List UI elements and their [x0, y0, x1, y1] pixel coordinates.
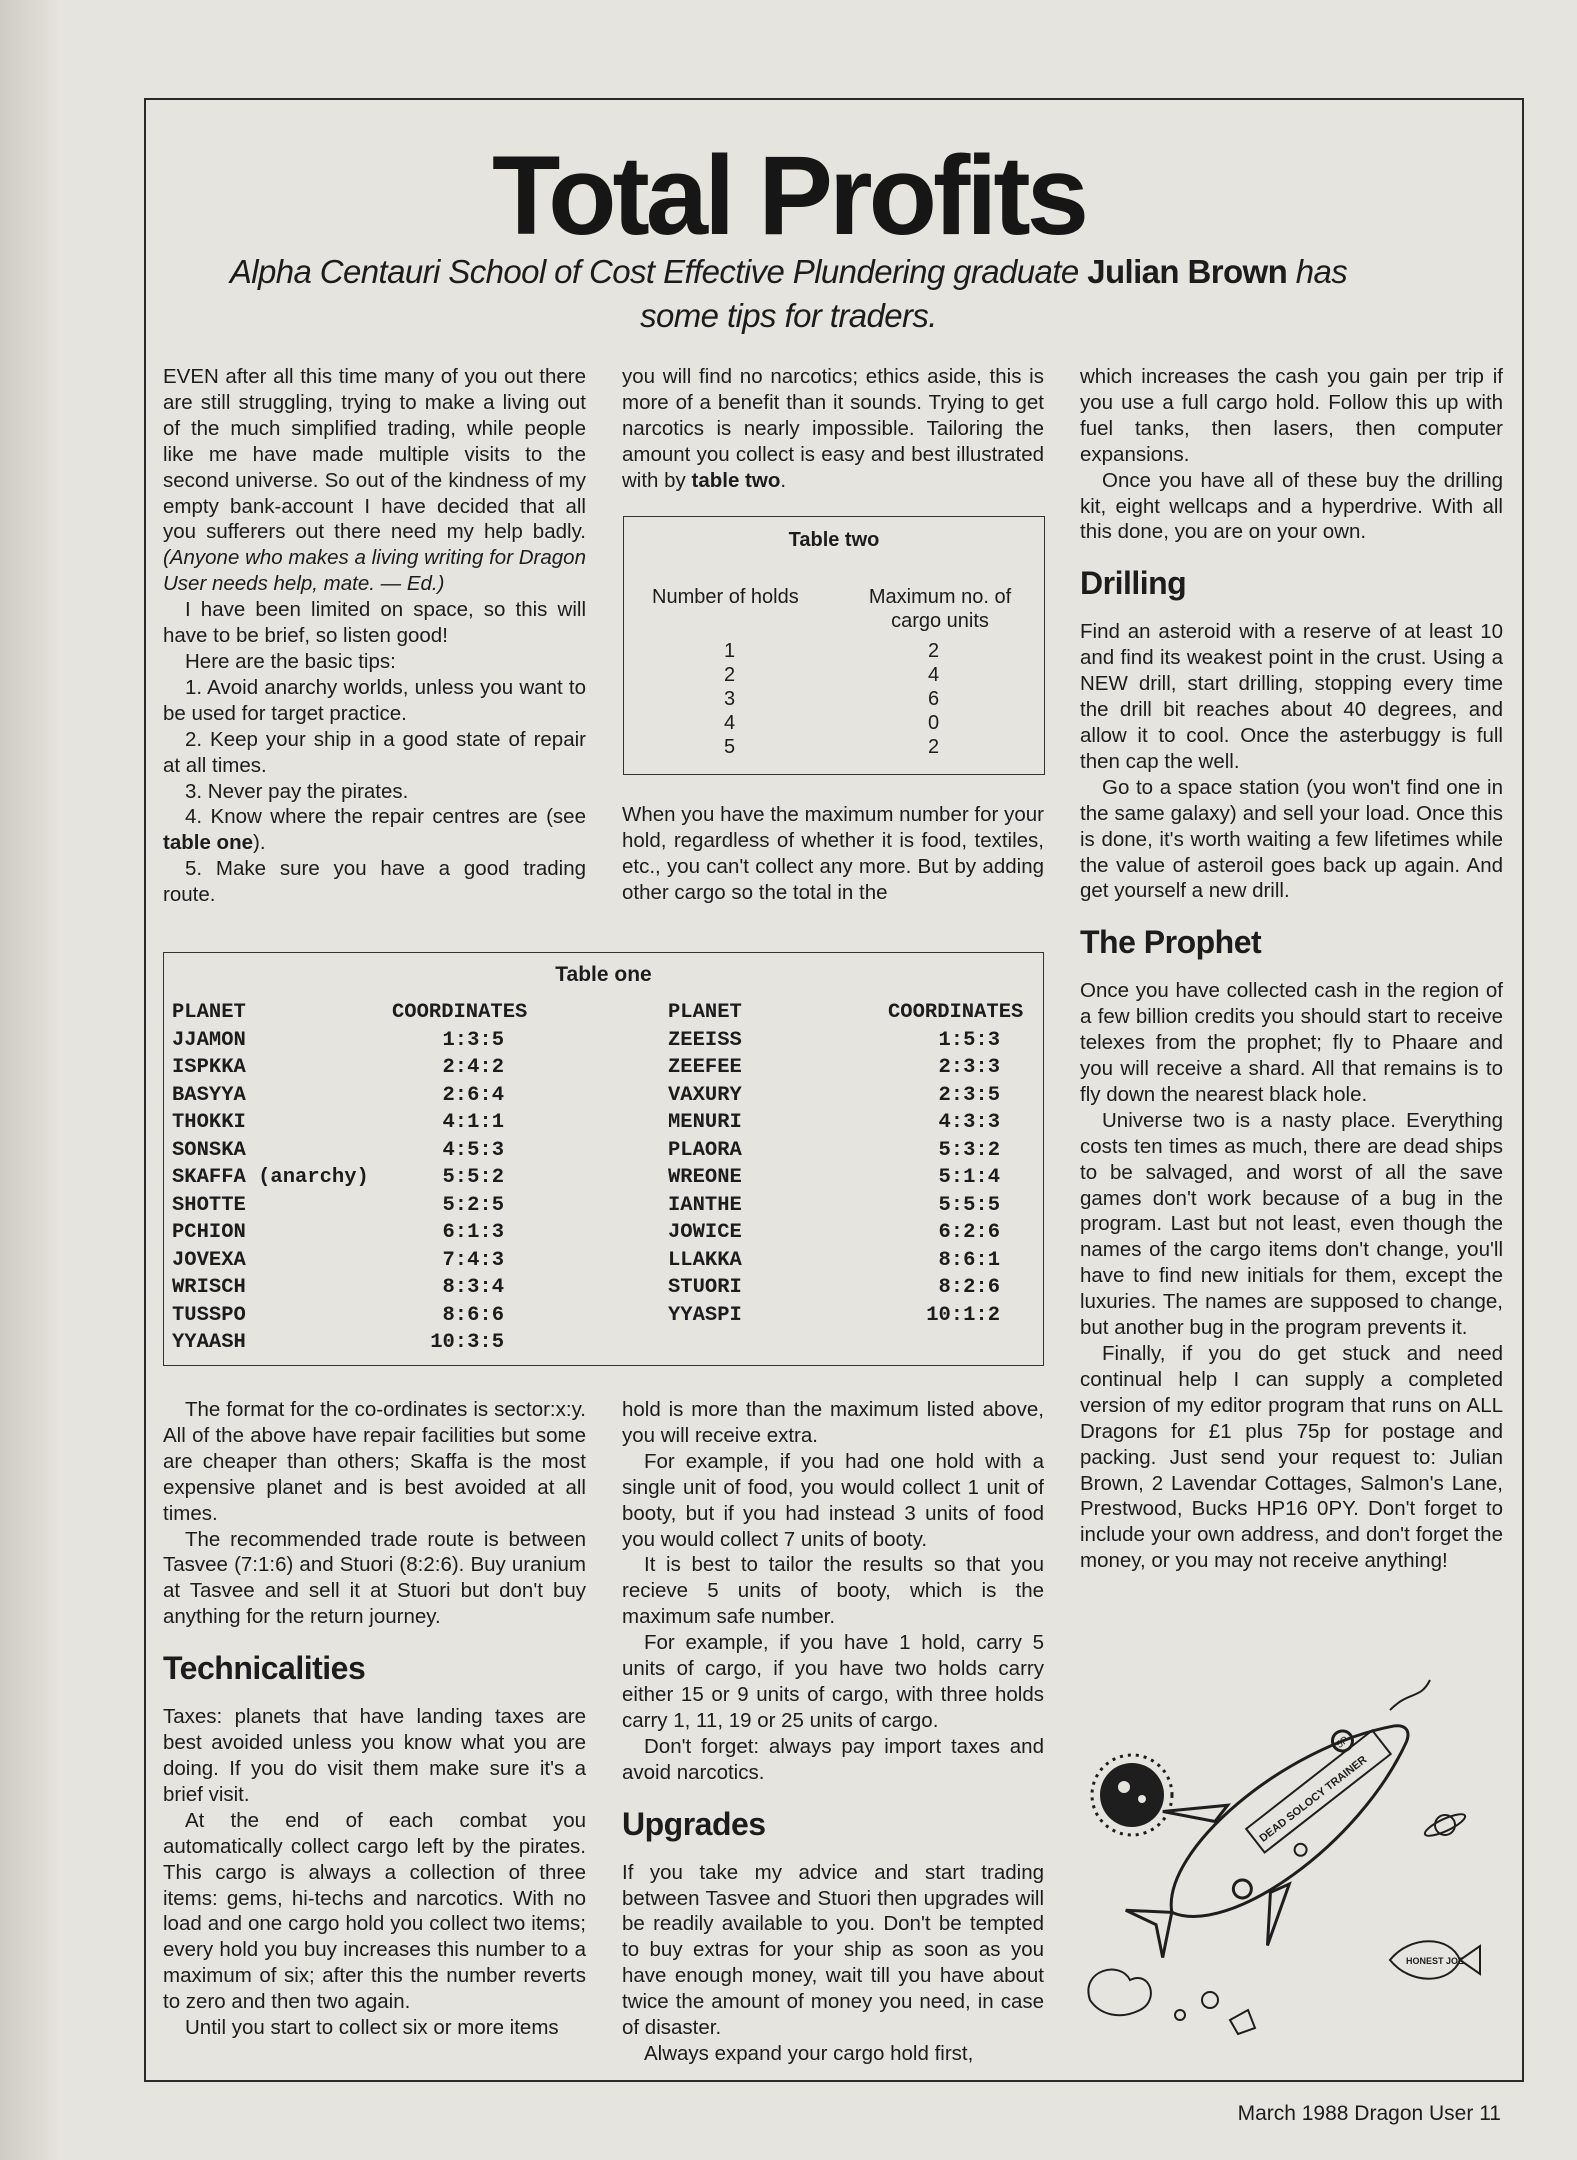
section-heading-drilling: Drilling — [1080, 565, 1187, 602]
table-row — [668, 1109, 1028, 1137]
tip-text: ). — [253, 831, 266, 855]
fish-label: HONEST JOE — [1406, 1956, 1465, 1966]
paragraph: which increases the cash you gain per trip if you use a full cargo hold. Follow this up with fuel tanks, then lasers, then computer expansions. — [1080, 365, 1503, 466]
planet-name: ZEEFEE — [668, 1056, 742, 1079]
table-row — [668, 1274, 1028, 1302]
table-one-left-body — [172, 1027, 532, 1357]
table-two-holds-column — [724, 639, 744, 759]
tip-text: 4. Know where the repair centres are (see — [185, 805, 586, 829]
planet-name: MENURI — [668, 1111, 742, 1134]
porthole-label: 5P — [1334, 1734, 1351, 1751]
planet-name: PLAORA — [668, 1138, 742, 1162]
planet-coordinates: 2:3:5 — [938, 1083, 1000, 1107]
rocket-label: DEAD SOLOCY TRAINER — [1257, 1753, 1370, 1845]
table-two-cell: 4 — [928, 664, 940, 686]
paragraph: When you have the maximum number for your hold, regardless of whether it is food, textiles, etc., you can't collect any more. But by adding other cargo so the total in the — [622, 803, 1044, 904]
planet-icon — [1423, 1810, 1468, 1839]
paragraph: I have been limited on space, so this will have to be brief, so listen good! — [163, 598, 586, 648]
paragraph: It is best to tailor the results so that you recieve 5 units of booty, which is the maximum safe number. — [622, 1553, 1044, 1629]
table-row — [172, 1082, 532, 1110]
paragraph: If you take my advice and start trading between Tasvee and Stuori then upgrades will be readily available to you. Don't be tempted to buy extras for your ship as soon as you have enough money, wait till you have about twice the amount of money you need, in case of disaster. — [622, 1860, 1044, 2040]
table-two-cell: 2 — [928, 640, 940, 662]
paragraph — [622, 364, 1044, 494]
subtitle-text-end: has some tips for traders. — [640, 253, 1348, 334]
table-two-cell: 1 — [724, 640, 736, 662]
table-row — [172, 1192, 532, 1220]
paragraph: Until you start to collect six or more items — [185, 2016, 559, 2040]
table-row — [172, 1137, 532, 1165]
planet-coordinates: 4:1:1 — [442, 1111, 504, 1134]
paragraph: At the end of each combat you automatically collect cargo left by the pirates. This cargo is always a collection of three items: gems, hi-techs and narcotics. With no load and one cargo hold you collect two items; every hold you buy increases this number to a maximum of six; after this the number reverts to zero and then two again. — [163, 1808, 586, 2014]
table-row — [172, 1164, 532, 1192]
paragraph: hold is more than the maximum listed above, you will receive extra. — [622, 1398, 1044, 1447]
table-two-max-column — [928, 639, 948, 759]
planet-name: SONSKA — [172, 1138, 246, 1162]
planet-coordinates: 2:3:3 — [938, 1056, 1000, 1079]
paragraph: Don't forget: always pay import taxes and avoid narcotics. — [622, 1734, 1044, 1784]
paragraph: Once you have collected cash in the region of a few billion credits you should start to receive telexes from the prophet; fly to Phaare and you will receive a shard. All that remains is to fly down the nearest black hole. — [1080, 979, 1503, 1106]
planet-coordinates: 5:1:4 — [938, 1166, 1000, 1189]
table-one-title: Table one — [555, 963, 652, 986]
planet-name: WRISCH — [172, 1276, 246, 1299]
table-one-right — [668, 999, 1028, 1329]
planet-name: SKAFFA (anarchy) — [172, 1166, 369, 1189]
column-3 — [1080, 364, 1503, 1574]
table-two-cell: 2 — [928, 736, 940, 758]
table-row — [172, 1219, 532, 1247]
planet-name: BASYYA — [172, 1083, 246, 1107]
table-two-cell: 0 — [928, 712, 940, 734]
planet-name: STUORI — [668, 1276, 742, 1299]
table-header-row — [172, 999, 532, 1027]
planet-coordinates: 10:3:5 — [430, 1331, 504, 1354]
planet-name: YYAASH — [172, 1331, 246, 1354]
header-planet: PLANET — [668, 1001, 742, 1024]
paragraph: The recommended trade route is between Tasvee (7:1:6) and Stuori (8:2:6). Buy uranium at Tasvee and sell it at Stuori but don't buy anything for the return journey. — [163, 1527, 586, 1629]
rocket-cartoon — [1070, 1670, 1490, 2050]
planet-name: THOKKI — [172, 1111, 246, 1134]
planet-coordinates: 7:4:3 — [442, 1248, 504, 1272]
paragraph: Go to a space station (you won't find one in the same galaxy) and sell your load. Once this is done, it's worth waiting a few lifetimes while the value of asteroil goes back up again. And get yourself a new drill. — [1080, 775, 1503, 903]
paragraph: Once you have all of these buy the drilling kit, eight wellcaps and a hyperdrive. With all this done, you are on your own. — [1080, 468, 1503, 544]
planet-coordinates: 1:3:5 — [442, 1028, 504, 1052]
planet-name: JOWICE — [668, 1221, 742, 1244]
table-row — [668, 1082, 1028, 1110]
table-row — [172, 1247, 532, 1275]
tip-item: 1. Avoid anarchy worlds, unless you want to be used for target practice. — [163, 675, 586, 725]
paragraph: For example, if you have 1 hold, carry 5 units of cargo, if you have two holds carry either 15 or 9 units of cargo, with three holds carry 1, 11, 19 or 25 units of cargo. — [622, 1631, 1044, 1732]
section-heading-upgrades: Upgrades — [622, 1805, 766, 1842]
table-row — [668, 1247, 1028, 1275]
table-row — [172, 1027, 532, 1055]
table-one-left — [172, 999, 532, 1357]
planet-coordinates: 8:2:6 — [938, 1276, 1000, 1299]
paragraph — [163, 364, 586, 597]
sun-icon — [1092, 1755, 1172, 1835]
planet-coordinates: 5:5:5 — [938, 1193, 1000, 1217]
planet-name: ZEEISS — [668, 1028, 742, 1052]
column-2-bottom — [622, 1397, 1044, 2067]
planet-coordinates: 4:5:3 — [442, 1138, 504, 1162]
page-folio: March 1988 Dragon User 11 — [1237, 2102, 1501, 2125]
article-subtitle — [200, 250, 1377, 338]
planet-coordinates: 1:5:3 — [938, 1028, 1000, 1052]
paragraph: Universe two is a nasty place. Everything costs ten times as much, there are dead ships to be salvaged, and worst of all the save games don't work because of a bug in the program. Last but not least, even though the names of the cargo items don't change, you'll have to find new initials for them, except the luxuries. The names are supposed to change, but another bug in the program prevents it. — [1080, 1108, 1503, 1340]
paragraph: The format for the co-ordinates is sector:x:y. All of the above have repair facilities but some are cheaper than others; Skaffa is the most expensive planet and is best avoided at all times. — [163, 1398, 586, 1525]
table-two-cell: 4 — [724, 712, 736, 734]
table-two-cell: 6 — [928, 688, 940, 710]
paragraph-text: EVEN after all this time many of you out there are still struggling, trying to make a living out of the much simplified trading, while people like me have made multiple visits to the second universe. So out of the kindness of my empty bank-account I have decided that all you sufferers out there need my help badly. — [163, 365, 586, 544]
planet-coordinates: 5:3:2 — [938, 1138, 1000, 1162]
table-two-header-holds: Number of holds — [652, 586, 799, 608]
paragraph: Always expand your cargo hold first, — [644, 2041, 974, 2065]
paragraph: Finally, if you do get stuck and need continual help I can supply a completed version of my editor program that runs on ALL Dragons for £1 plus 75p for postage and packing. Just send your request to: Julian Brown, 2 Lavendar Cottages, Salmon's Lane, Prestwood, Bucks HP16 0PY. Don't forget to include your own address, and don't forget the money, or you may not receive anything! — [1080, 1342, 1503, 1573]
paragraph-text: . — [780, 468, 787, 492]
planet-coordinates: 2:4:2 — [442, 1056, 504, 1079]
author-name: Julian Brown — [1087, 253, 1288, 290]
paragraph: Find an asteroid with a reserve of at least 10 and find its weakest point in the crust. Using a NEW drill, start drilling, stopping every time the drill bit reaches about 40 degrees, and allow it to cool. Once the asterbuggy is full then cap the well. — [1080, 620, 1503, 773]
section-heading-technicalities: Technicalities — [163, 1650, 366, 1687]
table-row — [668, 1302, 1028, 1330]
header-coordinates: COORDINATES — [392, 1001, 528, 1024]
tip-item: 2. Keep your ship in a good state of repair at all times. — [163, 727, 586, 777]
tip-item: 3. Never pay the pirates. — [185, 779, 409, 803]
paragraph: Taxes: planets that have landing taxes are best avoided unless you know what you are doing. If you do visit them make sure it's a brief visit. — [163, 1705, 586, 1806]
subtitle-text: Alpha Centauri School of Cost Effective Plundering graduate — [229, 253, 1079, 290]
planet-coordinates: 6:2:6 — [938, 1221, 1000, 1244]
planet-coordinates: 10:1:2 — [926, 1303, 1000, 1327]
table-two — [623, 516, 1045, 775]
column-2-top — [622, 364, 1044, 494]
table-reference: table two — [691, 468, 781, 492]
planet-coordinates: 8:3:4 — [442, 1276, 504, 1299]
table-reference: table one — [163, 831, 253, 855]
table-header-row — [668, 999, 1028, 1027]
fish-icon — [1390, 1941, 1480, 1979]
column-1-top — [163, 364, 586, 908]
paragraph: For example, if you had one hold with a single unit of food, you would collect 1 unit of booty, but if you had instead 3 units of food you would collect 7 units of booty. — [622, 1449, 1044, 1551]
planet-name: TUSSPO — [172, 1303, 246, 1327]
table-two-cell: 5 — [724, 736, 736, 758]
table-one — [163, 952, 1044, 1366]
planet-coordinates: 5:5:2 — [442, 1166, 504, 1189]
page-gutter-shadow — [0, 0, 60, 2160]
table-two-title: Table two — [788, 529, 880, 551]
header-coordinates: COORDINATES — [888, 1001, 1024, 1024]
planet-coordinates: 2:6:4 — [442, 1083, 504, 1107]
planet-name: JJAMON — [172, 1028, 246, 1052]
section-heading-prophet: The Prophet — [1080, 924, 1262, 961]
table-row — [668, 1192, 1028, 1220]
table-row — [668, 1164, 1028, 1192]
editor-note: (Anyone who makes a living writing for Dragon User needs help, mate. — Ed.) — [163, 546, 586, 596]
planet-coordinates: 6:1:3 — [442, 1221, 504, 1244]
table-row — [668, 1137, 1028, 1165]
planet-name: LLAKKA — [668, 1248, 742, 1272]
table-row — [668, 1027, 1028, 1055]
planet-coordinates: 8:6:1 — [938, 1248, 1000, 1272]
tip-item: 5. Make sure you have a good trading route. — [163, 857, 586, 907]
table-two-cell: 3 — [724, 688, 736, 710]
planet-name: PCHION — [172, 1221, 246, 1244]
planet-name: IANTHE — [668, 1193, 742, 1217]
table-row — [172, 1274, 532, 1302]
planet-name: SHOTTE — [172, 1193, 246, 1217]
planet-name: ISPKKA — [172, 1056, 246, 1079]
planet-name: WREONE — [668, 1166, 742, 1189]
table-two-cell: 2 — [724, 664, 736, 686]
table-row — [172, 1109, 532, 1137]
header-planet: PLANET — [172, 1001, 246, 1024]
tip-item — [163, 804, 586, 856]
planet-name: VAXURY — [668, 1083, 742, 1107]
article-title: Total Profits — [491, 133, 1086, 258]
table-row — [668, 1054, 1028, 1082]
table-one-right-body — [668, 1027, 1028, 1330]
planet-coordinates: 5:2:5 — [442, 1193, 504, 1217]
planet-name: JOVEXA — [172, 1248, 246, 1272]
table-row — [668, 1219, 1028, 1247]
table-row — [172, 1302, 532, 1330]
column-1-bottom — [163, 1397, 586, 2041]
planet-name: YYASPI — [668, 1303, 742, 1327]
table-row — [172, 1054, 532, 1082]
column-2-top-cont — [622, 802, 1044, 906]
table-row — [172, 1329, 532, 1357]
paragraph: Here are the basic tips: — [185, 649, 396, 673]
planet-coordinates: 8:6:6 — [442, 1303, 504, 1327]
table-two-header-max: Maximum no. of cargo units — [868, 586, 1012, 632]
paragraph-text: you will find no narcotics; ethics aside, this is more of a benefit than it sounds. Trying to get narcotics is nearly impossible. Tailoring the amount you collect is easy and best illustrated with by — [622, 365, 1044, 492]
planet-coordinates: 4:3:3 — [938, 1111, 1000, 1134]
